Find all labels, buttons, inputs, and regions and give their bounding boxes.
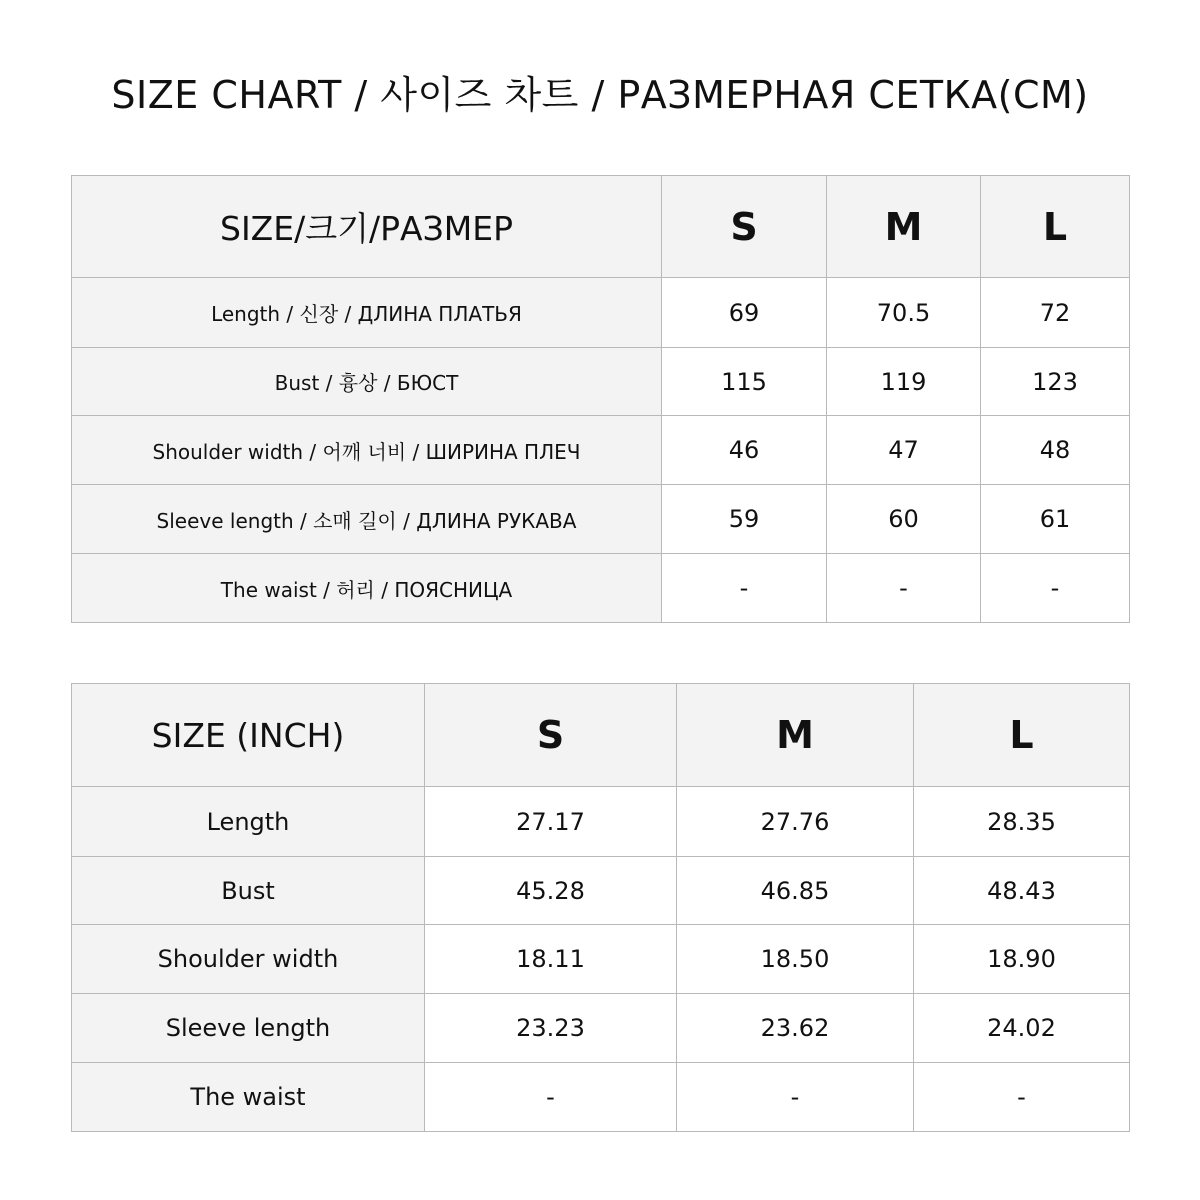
table-row xyxy=(72,348,1130,416)
table-cell: 45.28 xyxy=(425,857,677,925)
table-cell: 119 xyxy=(827,348,981,416)
table-row xyxy=(72,278,1130,348)
table-row xyxy=(72,485,1130,554)
table-cell: 61 xyxy=(981,485,1130,554)
table-cell: 48.43 xyxy=(914,857,1130,925)
size-header-s: S xyxy=(662,176,827,278)
table-cell: 23.23 xyxy=(425,994,677,1063)
size-header-l: L xyxy=(914,684,1130,787)
table-cell: - xyxy=(425,1063,677,1132)
table-cell: 23.62 xyxy=(677,994,914,1063)
size-header-m: M xyxy=(827,176,981,278)
table-cell: 18.50 xyxy=(677,925,914,994)
table-cell: 123 xyxy=(981,348,1130,416)
table-cell: 59 xyxy=(662,485,827,554)
table-cell: - xyxy=(662,554,827,623)
row-label: Bust / 흉상 / БЮСТ xyxy=(72,348,662,416)
table-cell: 27.17 xyxy=(425,787,677,857)
row-label: Shoulder width xyxy=(72,925,425,994)
size-chart-inch-table xyxy=(71,683,1130,1132)
table-cell: 60 xyxy=(827,485,981,554)
row-label: Bust xyxy=(72,857,425,925)
table-cell: 28.35 xyxy=(914,787,1130,857)
size-header-l: L xyxy=(981,176,1130,278)
row-label: Sleeve length / 소매 길이 / ДЛИНА РУКАВА xyxy=(72,485,662,554)
size-header-label: SIZE/크기/РАЗМЕР xyxy=(72,176,662,278)
table-cell: 47 xyxy=(827,416,981,485)
table-cell: 70.5 xyxy=(827,278,981,348)
table-cell: 115 xyxy=(662,348,827,416)
table-cell: - xyxy=(827,554,981,623)
table-header-row xyxy=(72,684,1130,787)
table-cell: 46.85 xyxy=(677,857,914,925)
row-label: Sleeve length xyxy=(72,994,425,1063)
table-row xyxy=(72,994,1130,1063)
table-cell: 24.02 xyxy=(914,994,1130,1063)
row-label: Length / 신장 / ДЛИНА ПЛАТЬЯ xyxy=(72,278,662,348)
table-row xyxy=(72,925,1130,994)
size-header-s: S xyxy=(425,684,677,787)
table-row xyxy=(72,554,1130,623)
size-header-m: M xyxy=(677,684,914,787)
table-row xyxy=(72,1063,1130,1132)
table-cell: - xyxy=(914,1063,1130,1132)
table-header-row xyxy=(72,176,1130,278)
table-cell: 69 xyxy=(662,278,827,348)
table-row xyxy=(72,416,1130,485)
row-label: The waist xyxy=(72,1063,425,1132)
size-chart-cm-table xyxy=(71,175,1130,623)
row-label: The waist / 허리 / ПОЯСНИЦА xyxy=(72,554,662,623)
table-cell: - xyxy=(677,1063,914,1132)
size-header-label: SIZE (INCH) xyxy=(72,684,425,787)
table-cell: - xyxy=(981,554,1130,623)
table-cell: 46 xyxy=(662,416,827,485)
page-title: SIZE CHART / 사이즈 차트 / РАЗМЕРНАЯ СЕТКА(CM) xyxy=(111,73,1089,117)
table-cell: 18.11 xyxy=(425,925,677,994)
row-label: Length xyxy=(72,787,425,857)
table-cell: 18.90 xyxy=(914,925,1130,994)
table-cell: 48 xyxy=(981,416,1130,485)
table-row xyxy=(72,787,1130,857)
row-label: Shoulder width / 어깨 너비 / ШИРИНА ПЛЕЧ xyxy=(72,416,662,485)
table-cell: 72 xyxy=(981,278,1130,348)
table-cell: 27.76 xyxy=(677,787,914,857)
table-row xyxy=(72,857,1130,925)
